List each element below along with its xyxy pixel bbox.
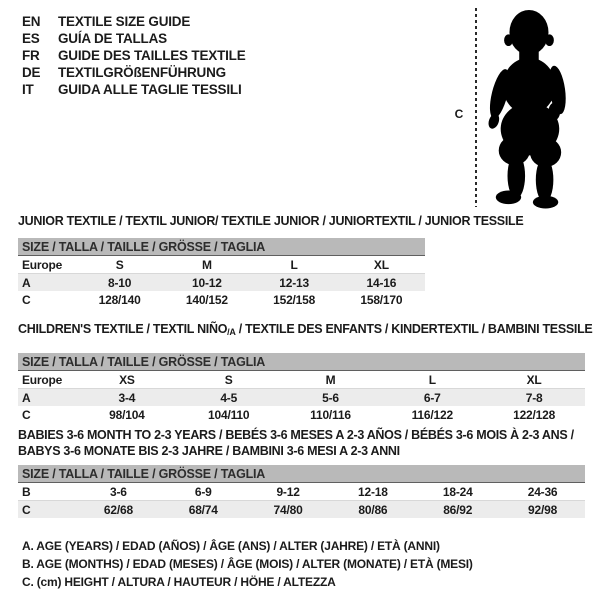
table-cell: 116/122 [411,407,453,422]
junior-table-title: JUNIOR TEXTILE / TEXTIL JUNIOR/ TEXTILE JUNIOR / JUNIORTEXTIL / JUNIOR TESSILE [18,214,524,228]
table-row [18,406,585,423]
table-cell: 74/80 [273,502,303,517]
table-cell: 6-7 [423,390,441,405]
table-row [18,256,425,274]
legend-note-b: B. AGE (MONTHS) / EDAD (MESES) / ÂGE (MOIS) / ALTER (MONATE) / ETÀ (MESI) [22,557,473,571]
table-cell: M [280,371,382,389]
language-title: TEXTILGRÖßENFÜHRUNG [58,65,226,80]
table-cell: 12-13 [279,275,309,290]
table-cell: 5-6 [322,390,339,405]
table-row [18,291,425,308]
table-cell: Europe [18,371,76,389]
table-row [18,274,425,292]
table-cell: 104/110 [208,407,250,422]
language-code: DE [22,65,41,80]
table-cell: B [18,483,76,501]
babies-title-line2: BABYS 3-6 MONATE BIS 2-3 JAHRE / BAMBINI 3-6 MESI A 2-3 ANNI [18,444,400,458]
table-cell: 80/86 [358,502,388,517]
language-row [22,81,246,98]
table-cell: 9-12 [246,483,331,501]
table-cell: S [76,256,163,274]
table-cell: L [251,256,338,274]
table-cell: A [22,390,31,405]
language-row [22,13,246,30]
childrens-table-title [18,322,593,339]
table-cell: 4-5 [220,390,238,405]
size-header-bar: SIZE / TALLA / TAILLE / GRÖSSE / TAGLIA [18,238,425,256]
title-subscript: /A [227,327,236,337]
babies-size-table [18,465,585,518]
table-cell: 152/158 [273,292,316,307]
childrens-size-table [18,353,585,423]
language-code: IT [22,82,34,97]
table-cell: 92/98 [528,502,558,517]
table-cell: 14-16 [366,275,397,290]
table-cell: XS [76,371,178,389]
table-cell: A [22,275,31,290]
table-cell: S [178,371,280,389]
babies-table-title [18,427,585,459]
legend-note-a: A. AGE (YEARS) / EDAD (AÑOS) / ÂGE (ANS) / ALTER (JAHRE) / ETÀ (ANNI) [22,539,440,553]
language-title: GUÍA DE TALLAS [58,31,167,46]
size-header-row [18,465,585,483]
table-cell: C [22,407,31,422]
height-measure-dashed-line [475,8,477,207]
size-header-row [18,353,585,371]
table-cell: 62/68 [103,502,133,517]
table-cell: 158/170 [360,292,403,307]
table-cell: XL [338,256,425,274]
baby-silhouette [482,8,574,209]
table-cell: 128/140 [98,292,141,307]
junior-textile-section [18,214,524,308]
size-header-bar: SIZE / TALLA / TAILLE / GRÖSSE / TAGLIA [18,353,585,371]
table-cell: 140/152 [185,292,228,307]
height-measure-label: C [454,107,464,121]
table-cell: 10-12 [192,275,222,290]
childrens-textile-section [18,322,593,423]
size-header-bar: SIZE / TALLA / TAILLE / GRÖSSE / TAGLIA [18,465,585,483]
table-cell: 98/104 [109,407,145,422]
title-text: / TEXTILE DES ENFANTS / KINDERTEXTIL / BAMBINI TESSILE [235,322,593,336]
language-row [22,30,246,47]
table-cell: 122/128 [513,407,556,422]
table-cell: 110/116 [310,407,351,422]
table-cell: M [163,256,250,274]
size-header-row [18,238,425,256]
language-title: GUIDE DES TAILLES TEXTILE [58,48,246,63]
table-cell: 3-6 [76,483,161,501]
table-row [18,483,585,501]
language-row [22,64,246,81]
language-code: EN [22,14,41,29]
table-cell: L [381,371,483,389]
table-row [18,371,585,389]
table-cell: C [22,502,31,517]
table-cell: 68/74 [188,502,218,517]
table-cell: 7-8 [525,390,543,405]
table-cell: 8-10 [108,275,132,290]
title-text: CHILDREN'S TEXTILE / TEXTIL NIÑO [18,322,228,336]
language-row [22,47,246,64]
language-title: GUIDA ALLE TAGLIE TESSILI [58,82,242,97]
table-cell: 6-9 [161,483,246,501]
babies-textile-section [18,427,585,518]
table-cell: 24-36 [500,483,585,501]
legend-note-c: C. (cm) HEIGHT / ALTURA / HAUTEUR / HÖHE / ALTEZZA [22,575,336,589]
language-title: TEXTILE SIZE GUIDE [58,14,191,29]
babies-title-line1: BABIES 3-6 MONTH TO 2-3 YEARS / BEBÉS 3-6 MESES A 2-3 AÑOS / BÉBÉS 3-6 MOIS À 2-3 ANS / [18,428,574,442]
table-cell: XL [483,371,585,389]
table-cell: 12-18 [330,483,415,501]
table-cell: Europe [18,256,76,274]
table-cell: C [22,292,31,307]
language-code: ES [22,31,40,46]
table-cell: 18-24 [415,483,500,501]
table-row [18,501,585,519]
table-cell: 3-4 [118,390,136,405]
legend-notes [22,537,473,591]
language-code: FR [22,48,40,63]
language-title-block [22,13,246,98]
junior-size-table [18,238,425,308]
table-row [18,389,585,407]
table-cell: 86/92 [443,502,473,517]
